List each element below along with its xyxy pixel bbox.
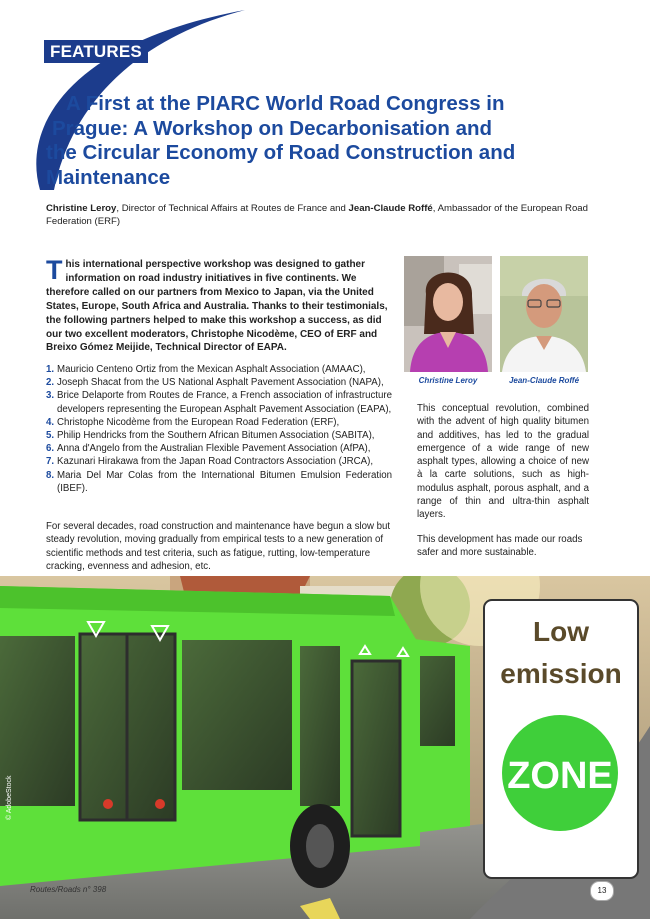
list-item — [46, 469, 392, 495]
author-name-1: Christine Leroy — [46, 203, 117, 214]
partner-list — [46, 363, 392, 495]
list-number: 4. — [46, 416, 55, 428]
list-text: Joseph Shacat from the US National Asphalt Pavement Association (NAPA), — [57, 377, 384, 389]
photo-caption-right: Jean-Claude Roffé — [508, 376, 580, 385]
right-column-paragraph-2: This development has made our roads safer and more sustainable. — [417, 534, 583, 559]
page-number: 13 — [590, 881, 614, 901]
footer-magazine-issue: Routes/Roads n° 398 — [30, 885, 107, 894]
list-text: Christophe Nicodème from the European Road Federation (ERF), — [57, 416, 340, 428]
sign-text-low: Low — [533, 616, 589, 647]
list-number: 6. — [46, 443, 55, 455]
low-emission-bus-photo — [0, 576, 650, 919]
photo-caption-left: Christine Leroy — [418, 376, 478, 385]
list-number: 8. — [46, 469, 55, 481]
sign-text-emission: emission — [500, 658, 622, 689]
author-role-1: , Director of Technical Affairs at Routes de France and — [116, 203, 349, 214]
list-number: 2. — [46, 377, 55, 389]
list-text: Mauricio Centeno Ortiz from the Mexican Asphalt Association (AMAAC), — [57, 364, 366, 375]
list-number: 7. — [46, 456, 55, 468]
drop-cap: T — [46, 255, 63, 285]
list-text: Maria Del Mar Colas from the International Bitumen Emulsion Federation (IBEF). — [57, 469, 392, 494]
list-text: Brice Delaporte from Routes de France, a French association of infrastructure developers representing the European Asphalt Pavement Association (EAPA), — [57, 390, 392, 415]
author-role-2: , Ambassador of the European Road Federation (ERF) — [46, 203, 588, 227]
author-byline — [46, 202, 602, 228]
photo-credit: © AdobeStock — [6, 775, 13, 820]
portrait-photo-christine-leroy — [404, 256, 492, 372]
list-item — [46, 416, 392, 429]
list-text: Kazunari Hirakawa from the Japan Road Contractors Association (JRCA), — [57, 456, 374, 468]
title-line-2: Prague: A Workshop on Decarbonisation and — [52, 116, 493, 140]
body-paragraph: For several decades, road construction and maintenance have begun a slow but steady revolution, moving gradually from empirical tests to a new generation of scientific methods and test criteria, such as fatigue, rutting, low-temperature cracking, evenness and adhesion, etc. — [46, 521, 391, 573]
list-number: 1. — [46, 364, 55, 375]
list-item — [46, 363, 392, 376]
list-item — [46, 455, 392, 468]
list-item — [46, 429, 392, 442]
intro-text: his international perspective workshop was designed to gather information on road industry initiatives in five continents. We therefore called on our partners from Mexico to Japan, via the United States, Europe, South Africa and Australia. Thanks to their testimonials, the following partners helped to make this workshop a success, as did our two excellent moderators, Christophe Nicodème, CEO of ERF and Breixo Gómez Meijide, Technical Director of EAPA. — [46, 259, 388, 354]
intro-paragraph — [46, 255, 392, 355]
section-tag: FEATURES — [44, 40, 148, 63]
list-item — [46, 442, 392, 455]
list-item — [46, 389, 392, 415]
list-text: Philip Hendricks from the Southern African Bitumen Association (SABITA), — [57, 430, 375, 442]
title-line-4: Maintenance — [46, 165, 171, 189]
list-number: 5. — [46, 430, 55, 442]
article-title — [46, 92, 586, 190]
title-line-1: A First at the PIARC World Road Congress in — [66, 92, 505, 115]
right-column-paragraph-1: This conceptual revolution, combined with the advent of high quality bitumen and additives, has led to the gradual emergence of a wide range of new asphalt types, allowing a choice of new à la carte solutions, such as high-modulus asphalt, porous asphalt, and a range of thin and ultra-thin asphalt layers. — [417, 403, 589, 521]
title-line-3: the Circular Economy of Road Construction and — [46, 141, 516, 164]
portrait-photo-jean-claude-roffe — [500, 256, 588, 372]
author-name-2: Jean-Claude Roffé — [348, 203, 433, 214]
list-item — [46, 376, 392, 389]
sign-text-zone: ZONE — [507, 755, 613, 797]
list-number: 3. — [46, 390, 55, 402]
list-text: Anna d'Angelo from the Australian Flexible Pavement Association (AfPA), — [57, 443, 371, 455]
